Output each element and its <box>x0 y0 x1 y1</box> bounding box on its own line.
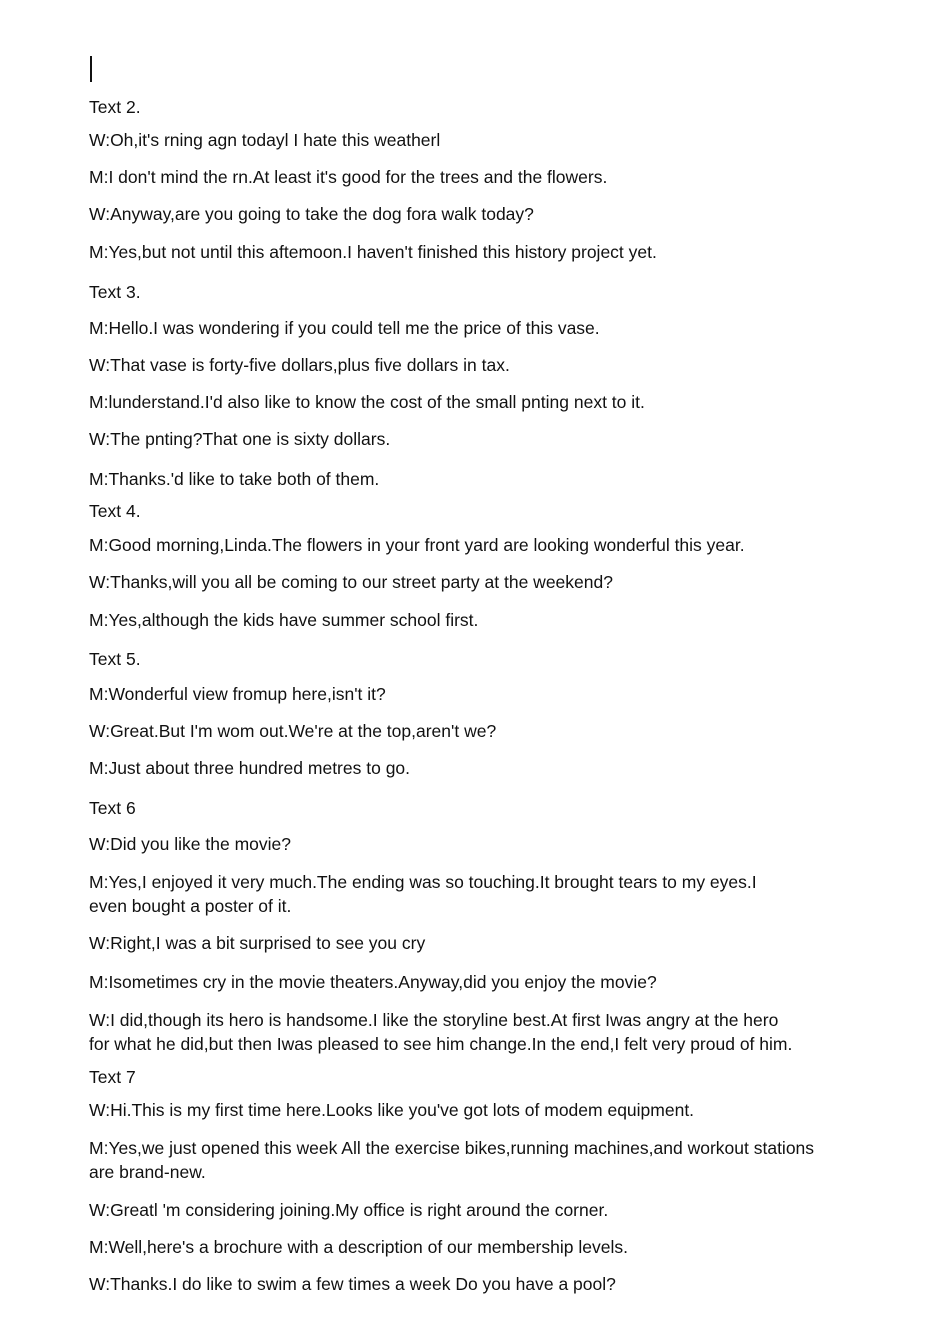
dialogue-line: M:Just about three hundred metres to go. <box>89 758 411 778</box>
section-heading: Text 3. <box>89 282 141 302</box>
dialogue-line: W:Right,I was a bit surprised to see you cry <box>89 933 426 953</box>
dialogue-line: W:Hi.This is my first time here.Looks like you've got lots of modem equipment. <box>89 1100 695 1120</box>
section-heading: Text 4. <box>89 501 141 521</box>
dialogue-line: W:Did you like the movie? <box>89 834 291 854</box>
dialogue-line: M:I don't mind the rn.At least it's good for the trees and the flowers. <box>89 167 608 187</box>
dialogue-line: M:Hello.I was wondering if you could tell me the price of this vase. <box>89 318 600 338</box>
dialogue-line: M:Yes,I enjoyed it very much.The ending was so touching.It brought tears to my eyes.I <box>89 872 757 892</box>
section-heading: Text 6 <box>89 798 136 818</box>
dialogue-line: W:Oh,it's rning agn todayl I hate this weatherl <box>89 130 441 150</box>
text-cursor <box>90 56 92 82</box>
dialogue-line-continued: are brand-new. <box>89 1162 206 1182</box>
dialogue-line: M:Yes,we just opened this week All the exercise bikes,running machines,and workout stations <box>89 1138 815 1158</box>
section-heading: Text 2. <box>89 97 141 117</box>
dialogue-line: M:Isometimes cry in the movie theaters.Anyway,did you enjoy the movie? <box>89 972 657 992</box>
dialogue-line-continued: even bought a poster of it. <box>89 896 292 916</box>
dialogue-line: M:lunderstand.I'd also like to know the cost of the small pnting next to it. <box>89 392 645 412</box>
dialogue-line: W:Anyway,are you going to take the dog fora walk today? <box>89 204 534 224</box>
dialogue-line: M:Yes,although the kids have summer school first. <box>89 610 479 630</box>
dialogue-line: M:Yes,but not until this aftemoon.I haven't finished this history project yet. <box>89 242 657 262</box>
dialogue-line: W:Thanks.I do like to swim a few times a week Do you have a pool? <box>89 1274 616 1294</box>
dialogue-line: W:The pnting?That one is sixty dollars. <box>89 429 391 449</box>
dialogue-line: W:Greatl 'm considering joining.My office is right around the corner. <box>89 1200 609 1220</box>
dialogue-line: W:That vase is forty-five dollars,plus five dollars in tax. <box>89 355 510 375</box>
section-heading: Text 7 <box>89 1067 136 1087</box>
dialogue-line: W:Great.But I'm wom out.We're at the top,aren't we? <box>89 721 497 741</box>
section-heading: Text 5. <box>89 649 141 669</box>
dialogue-line: W:Thanks,will you all be coming to our street party at the weekend? <box>89 572 613 592</box>
dialogue-line: W:I did,though its hero is handsome.I like the storyline best.At first Iwas angry at the hero <box>89 1010 779 1030</box>
dialogue-line: M:Well,here's a brochure with a description of our membership levels. <box>89 1237 628 1257</box>
dialogue-line: M:Thanks.'d like to take both of them. <box>89 469 380 489</box>
dialogue-line: M:Good morning,Linda.The flowers in your front yard are looking wonderful this year. <box>89 535 745 555</box>
dialogue-line-continued: for what he did,but then Iwas pleased to see him change.In the end,I felt very proud of him. <box>89 1034 793 1054</box>
dialogue-line: M:Wonderful view fromup here,isn't it? <box>89 684 386 704</box>
